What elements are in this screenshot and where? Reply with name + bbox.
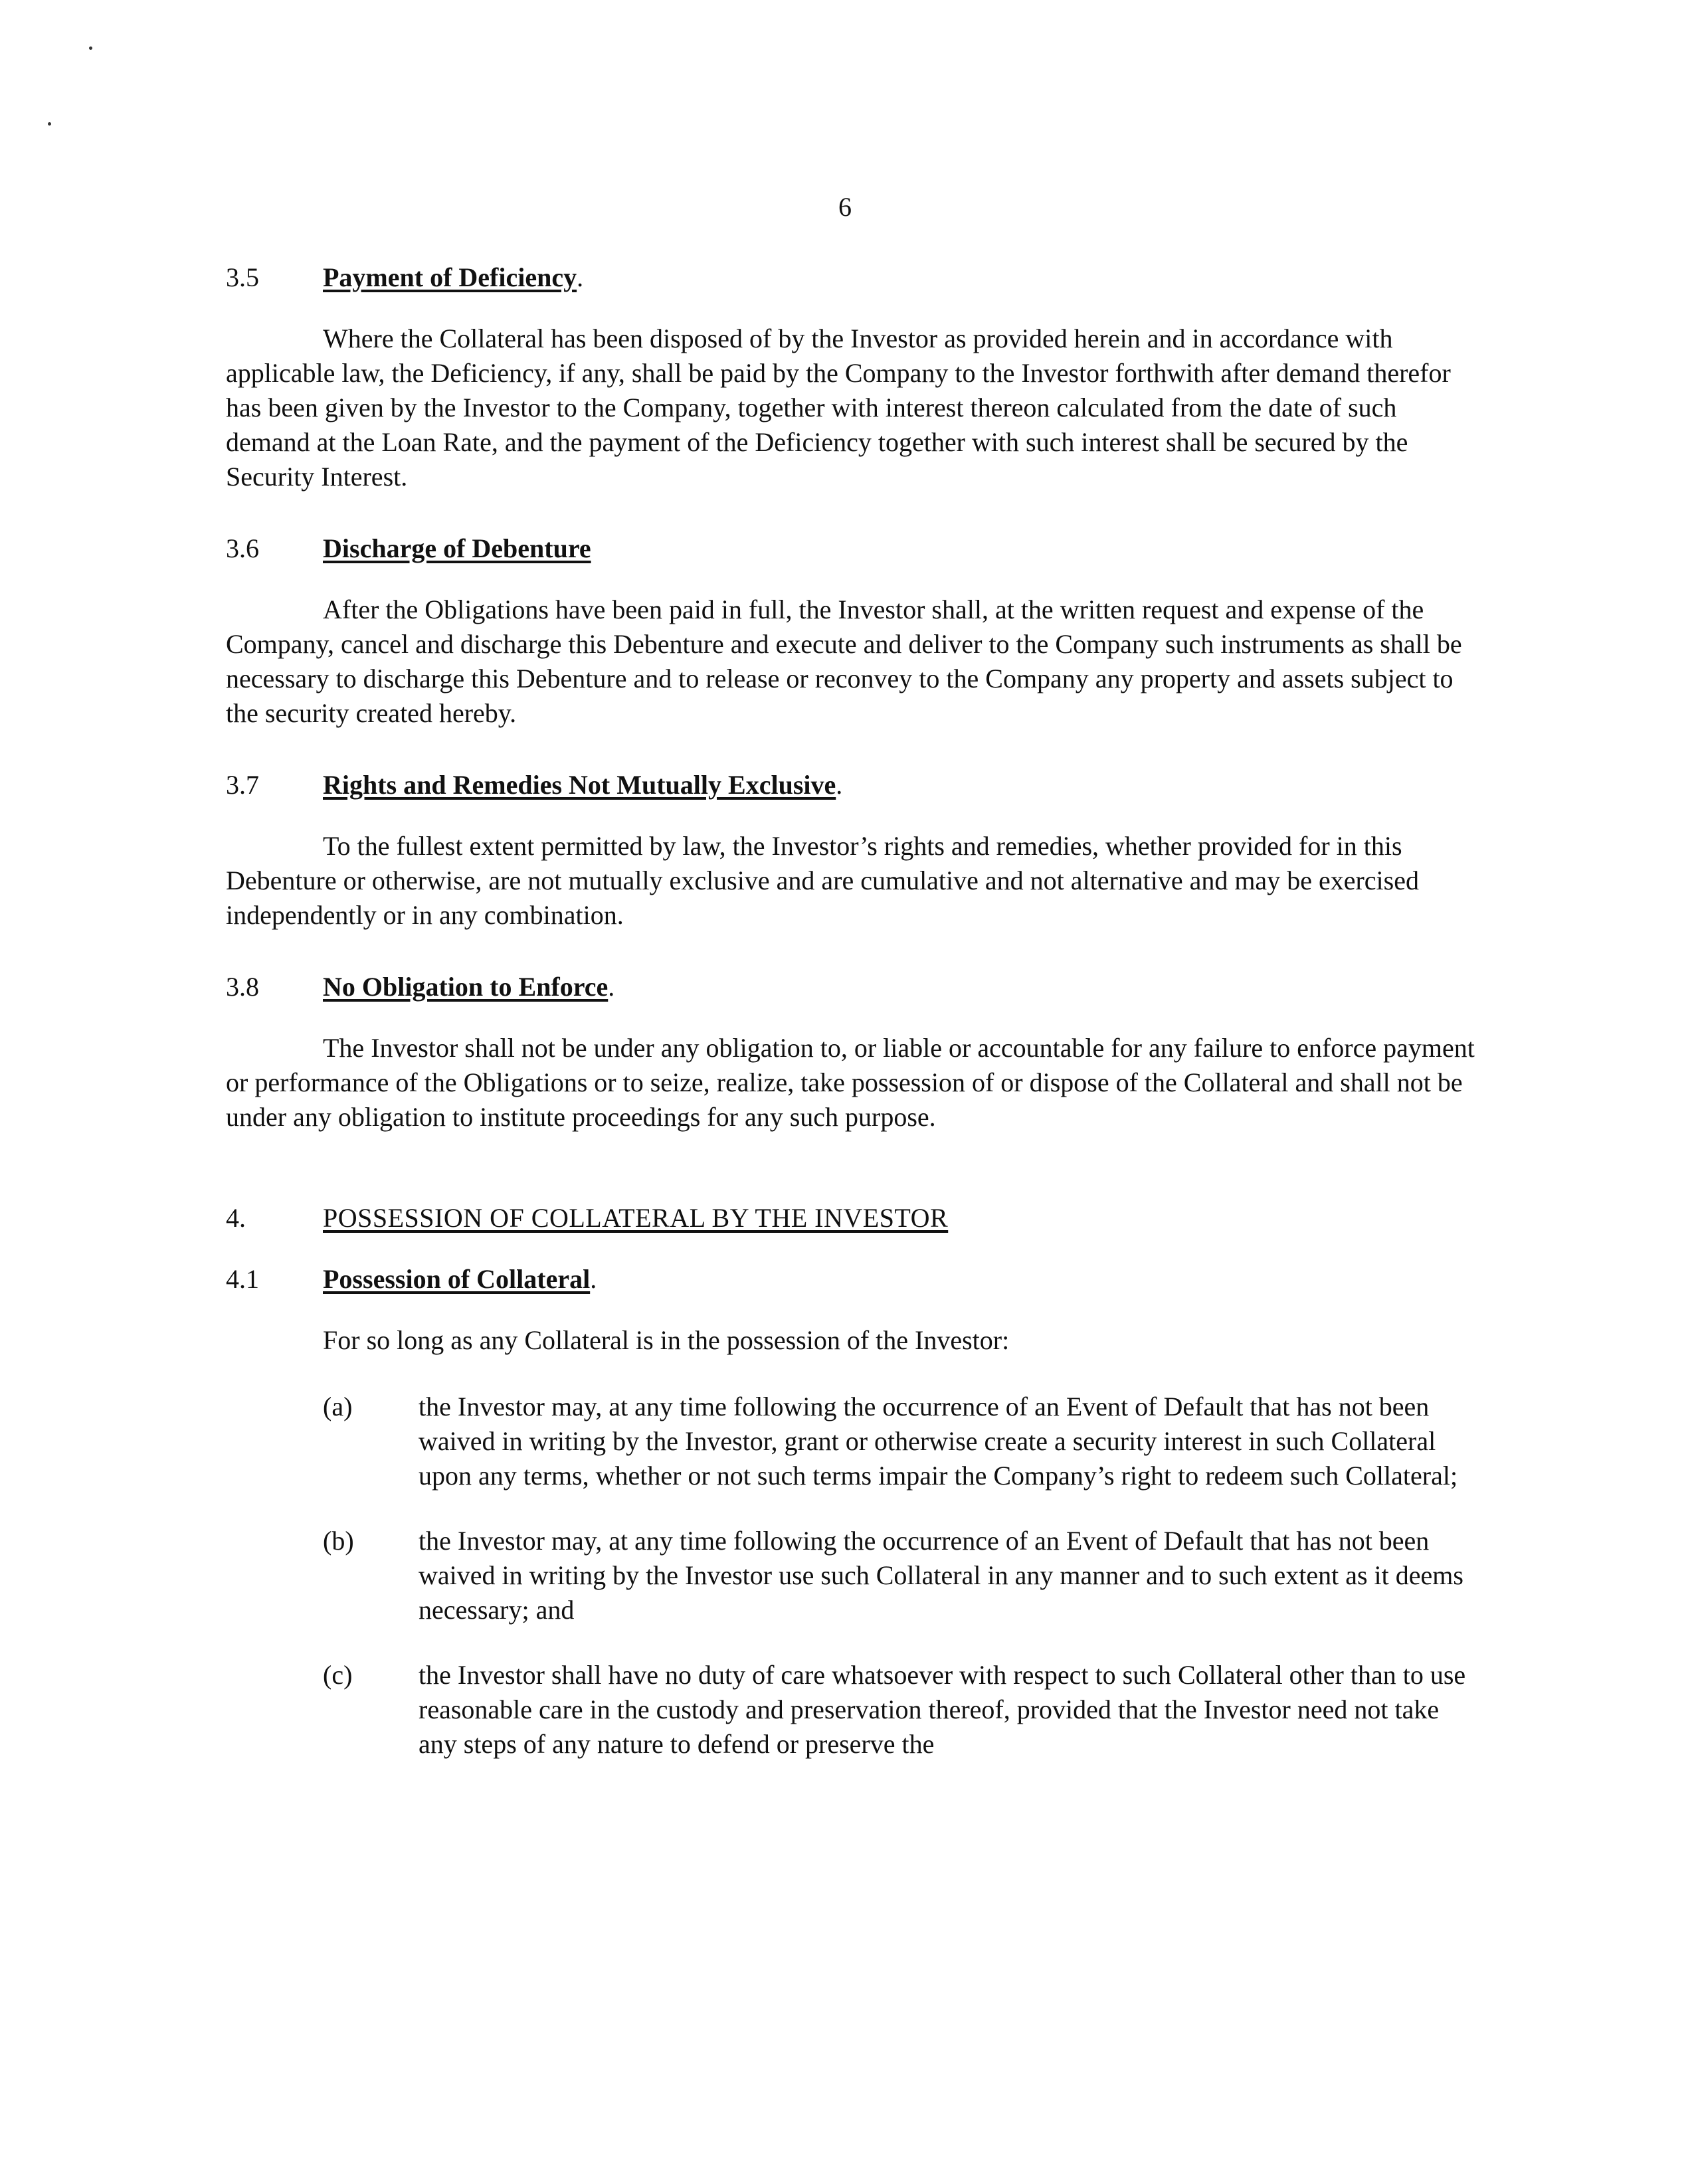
- section-intro: For so long as any Collateral is in the possession of the Investor:: [323, 1325, 1010, 1355]
- section-number: 3.6: [226, 533, 259, 563]
- list-item-text: the Investor shall have no duty of care whatsoever with respect to such Collateral other than to use reasonable care in the custody and preservation thereof, provided that the Investor need not take any steps of any nature to defend or preserve the: [419, 1660, 1466, 1759]
- list-item-text: the Investor may, at any time following the occurrence of an Event of Default that has not been waived in writing by the Investor, grant or otherwise create a security interest in such Collateral upon any terms, whether or not such terms impair the Company’s right to redeem such Collateral;: [419, 1392, 1458, 1491]
- article-number: 4.: [226, 1203, 246, 1233]
- list-item-label: (c): [323, 1660, 353, 1690]
- section-heading: 3.5 Payment of Deficiency.: [226, 260, 1481, 295]
- section-title: Discharge of Debenture: [323, 533, 591, 563]
- scan-speck: [89, 46, 92, 50]
- section-heading: 3.8 No Obligation to Enforce.: [226, 970, 1481, 1004]
- section-title: Rights and Remedies Not Mutually Exclusive: [323, 770, 836, 800]
- list-item: [323, 1390, 1481, 1493]
- scan-speck: [48, 122, 51, 126]
- section-number: 3.8: [226, 972, 259, 1002]
- section-heading: [226, 531, 1481, 566]
- list-item: [323, 1524, 1481, 1627]
- section-body: Where the Collateral has been disposed of by the Investor as provided herein and in accordance with applicable law, the Deficiency, if any, shall be paid by the Company to the Investor forthwith after demand therefor has been given by the Investor to the Company, together with interest thereon calculated from the date of such demand at the Loan Rate, and the payment of the Deficiency together with such interest shall be secured by the Security Interest.: [226, 323, 1451, 492]
- article-title: POSSESSION OF COLLATERAL BY THE INVESTOR: [323, 1203, 949, 1233]
- document-body: [226, 260, 1481, 1792]
- section-number: 4.1: [226, 1264, 259, 1294]
- section-heading: 3.7 Rights and Remedies Not Mutually Exclusive.: [226, 768, 1481, 802]
- section-number: 3.5: [226, 262, 259, 292]
- section-title: Possession of Collateral: [323, 1264, 591, 1294]
- list-item: [323, 1658, 1481, 1762]
- section-body: After the Obligations have been paid in full, the Investor shall, at the written request and expense of the Company, cancel and discharge this Debenture and execute and deliver to the Company such instruments as shall be necessary to discharge this Debenture and to release or reconvey to the Company any property and assets subject to the security created hereby.: [226, 594, 1462, 728]
- page-number: 6: [838, 192, 852, 222]
- spacer: [226, 1172, 1481, 1201]
- section-body: The Investor shall not be under any obligation to, or liable or accountable for any failure to enforce payment or performance of the Obligations or to seize, realize, take possession of or dispose of the Collateral and shall not be under any obligation to institute proceedings for any such purpose.: [226, 1033, 1475, 1132]
- section-number: 3.7: [226, 770, 259, 800]
- section-heading: 4.1 Possession of Collateral.: [226, 1262, 1481, 1297]
- section-title: Payment of Deficiency: [323, 262, 577, 292]
- list-item-label: (a): [323, 1392, 353, 1421]
- section-body: To the fullest extent permitted by law, the Investor’s rights and remedies, whether provided for in this Debenture or otherwise, are not mutually exclusive and are cumulative and not alternative and may be exercised independently or in any combination.: [226, 831, 1419, 930]
- list-item-text: the Investor may, at any time following the occurrence of an Event of Default that has not been waived in writing by the Investor use such Collateral in any manner and to such extent as it deems necessary; and: [419, 1526, 1463, 1625]
- list-item-label: (b): [323, 1526, 354, 1556]
- section-title: No Obligation to Enforce: [323, 972, 609, 1002]
- article-heading: [226, 1201, 1481, 1235]
